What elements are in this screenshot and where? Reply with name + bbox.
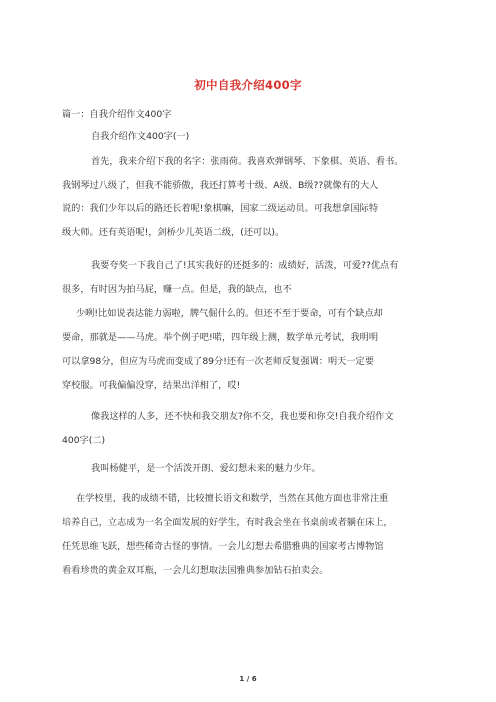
document-title: 初中自我介绍400字 (194, 78, 302, 92)
paragraph-line: 我钢琴过八级了，但我不能骄傲，我还打算考十级、A级、B级??就像有的大人 (62, 180, 379, 191)
paragraph-line: 我叫杨健平，是一个活泼开朗、爱幻想未来的魅力少年。 (91, 463, 321, 474)
paragraph-line: 穿校服。可我偏偏没穿，结果出洋相了，哎! (62, 380, 241, 391)
paragraph-line: 可以拿98分，但应为马虎而变成了89分!还有一次老师反复强调：明天一定要 (62, 356, 374, 367)
subsection-heading: 自我介绍作文400字(一) (91, 131, 190, 142)
paragraph-line: 看看珍贵的黄金双耳瓶，一会儿幻想取法国雅典参加钻石拍卖会。 (62, 565, 329, 576)
paragraph-line: 任凭思维飞跃，想些稀奇古怪的事情。一会儿幻想去希腊雅典的国家考古博物馆 (62, 541, 384, 552)
paragraph-line: 我要夸奖一下我自己了!其实我好的还挺多的：成绩好，活泼，可爱??优点有 (91, 260, 399, 271)
paragraph-line: 很多，有时因为拍马屁，赚一点。但是，我的缺点，也不 (62, 284, 292, 295)
section-heading: 篇一：自我介绍作文400字 (62, 109, 172, 120)
paragraph-line: 首先，我来介绍下我的名字：张雨荷。我喜欢弹钢琴、下象棋、英语、看书。 (91, 156, 404, 167)
paragraph-line: 说的：我们少年以后的路还长着呢!象棋嘛，国家二级运动员。可我想拿国际特 (62, 203, 379, 214)
paragraph-line: 在学校里，我的成绩不错，比较擅长语文和数学，当然在其他方面也非常注重 (76, 493, 389, 504)
paragraph-line: 级大师。还有英语呢!，剑桥少儿英语二级，(还可以)。 (62, 227, 285, 238)
subsection-heading: 400字(二) (62, 435, 106, 446)
paragraph-line: 少咧!比如说表达能力弱啦，脾气倔什么的。但还不至于要命，可有个缺点却 (76, 308, 383, 319)
page-number: 1 / 6 (239, 675, 257, 683)
paragraph-line: 像我这样的人多，还不快和我交朋友?你不交，我也要和你交!自我介绍作文 (91, 411, 394, 422)
paragraph-line: 要命，那就是——马虎。举个例子吧!喏，四年级上测，数学单元考试，我明明 (62, 332, 379, 343)
paragraph-line: 培养自己，立志成为一名全面发展的好学生，有时我会坐在书桌前或者躺在床上， (62, 517, 393, 528)
